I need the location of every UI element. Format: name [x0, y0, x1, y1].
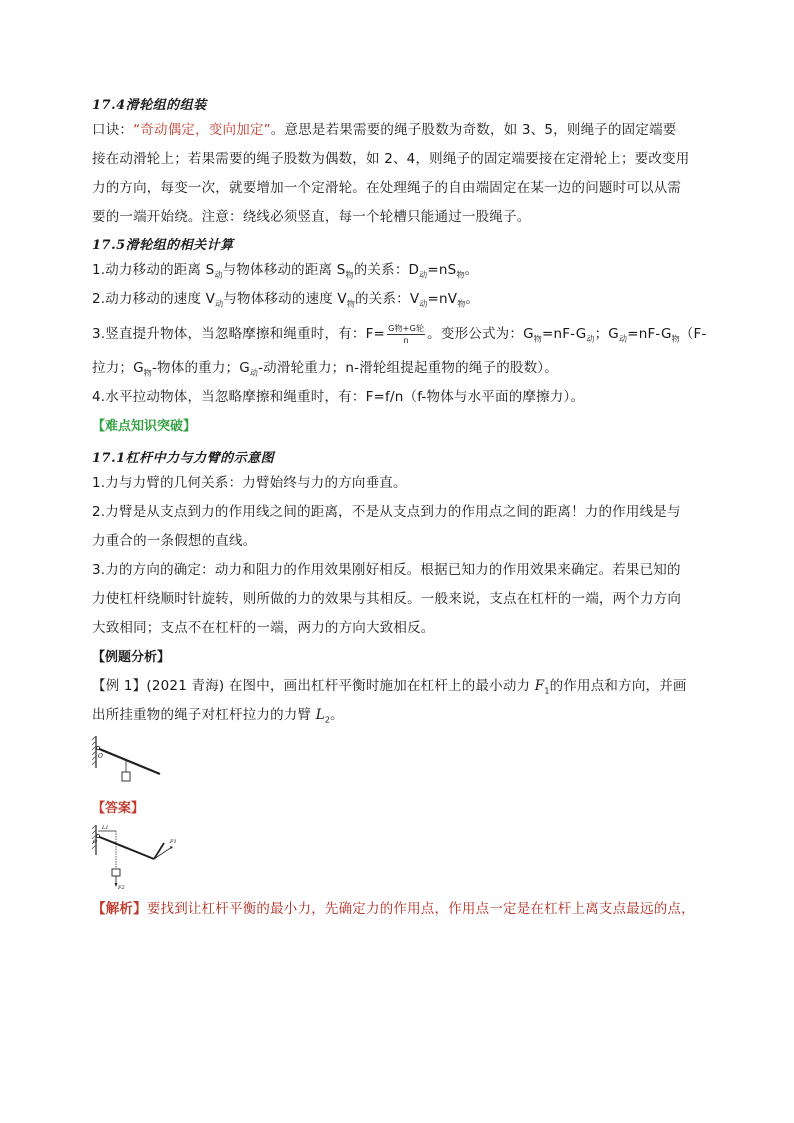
lever-figure	[92, 734, 708, 792]
section-17-5-body: 1.动力移动的距离 $S_动$与物体移动的距离 $S_物$的关系：$D_动=nS_物$。 2.动力移动的速度 $V_动$与物体移动的速度 $V_物$的关系：$V_动=nV_物$。 3.竖直提升物体，当忽略摩擦和绳重时，有：F= $\frac{\text{G物+G轮}}{n}$ 。变形公式为：$G_物=nF-G_动$；$G_动=nF-G_物(F-$ 拉力；$G_物-$物体的重力；$G_动-$动滑轮重力；n-滑轮组提起重物的绳子的股数）。 4.水平拉动物体，当忽略摩擦和绳重时，有：F=f/n（f-物体与水平面的摩擦力）。	[92, 256, 708, 412]
force-f1-label: F1	[170, 839, 177, 845]
section-title-17-4: 17.4滑轮组的组装	[92, 98, 207, 113]
difficult-points-tag: 【难点知识突破】	[92, 419, 197, 434]
analysis-tag: 【解析】	[92, 901, 147, 917]
section-17-1-body: 1.力与力臂的几何关系：力臂始终与力的方向垂直。 2.力臂是从支点到力的作用线之间的距离，不是从支点到力的作用点之间的距离！力的作用线是与 力重合的一条假想的直线。 3.力的方向的确定：动力和阻力的作用效果刚好相反。根据已知力的作用效果来确定。若果已知的 力使杠杆绕顺时针旋转，则所做的力的效果与其相反。一般来说，支点在杠杆的一端，两个力方向 大致相同；支点不在杠杆的一端，两力的方向大致相反。	[92, 475, 682, 636]
answer-tag: 【答案】	[92, 801, 145, 816]
fraction: $\frac{\text{G物+G轮}}{n}$	[388, 323, 425, 345]
force-f2-label: F2	[118, 885, 125, 891]
analysis-text: 要找到让杠杆平衡的最小力，先确定力的作用点，作用点一定是在杠杆上离支点最远的点，	[146, 901, 695, 917]
pivot-label: O	[98, 753, 103, 760]
answer-figure	[92, 823, 708, 891]
section-title-17-5: 17.5滑轮组的相关计算	[92, 238, 234, 253]
lever-diagram	[92, 734, 172, 792]
section-17-4-body: 口诀：“奇动偶定，变向加定”。意思是若果需要的绳子股数为奇数，如 3、5，则绳子的固定端要 接在动滑轮上；若果需要的绳子股数为偶数，如 2、4，则绳子的固定端要接在定滑轮上；要改变用 力的方向，每变一次，就要增加一个定滑轮。在处理绳子的自由端固定在某一边的问题时可以从需 要的一端开始绕。注意：绕线必须竖直，每一个轮槽只能通过一股绳子。	[92, 122, 690, 225]
formula-speed: 2.动力移动的速度 $V_动$与物体移动的速度 $V_物$的关系：$V_动=nV_物$。	[92, 291, 480, 309]
formula-distance: 1.动力移动的距离 $S_动$与物体移动的距离 $S_物$的关系：$D_动=nS_物$。	[92, 262, 479, 280]
example-1: 【例 1】(2021 青海) 在图中，画出杠杆平衡时施加在杠杆上的最小动力 $F_1$的作用点和方向，并画 出所挂重物的绳子对杠杆拉力的力臂 $L_2$。	[92, 678, 687, 725]
pivot-label: O	[93, 839, 98, 845]
formula-lift: 3.竖直提升物体，当忽略摩擦和绳重时，有：F= $\frac{\text{G物+G轮}}{n}$ 。变形公式为：$G_物=nF-G_动$；$G_动=nF-G_物(F-$	[92, 323, 707, 345]
formula-horizontal: 4.水平拉动物体，当忽略摩擦和绳重时，有：F=f/n（f-物体与水平面的摩擦力）。	[92, 389, 585, 405]
mnemonic-quote: “奇动偶定，变向加定”	[133, 122, 271, 138]
section-title-17-1: 17.1杠杆中力与力臂的示意图	[92, 451, 275, 466]
answer-diagram	[92, 823, 178, 891]
analysis	[92, 895, 708, 924]
document-page	[92, 96, 708, 924]
example-analysis-tag: 【例题分析】	[92, 650, 171, 665]
mnemonic-prefix: 口诀：	[92, 122, 134, 138]
arm-l1-label: L1	[102, 825, 109, 831]
